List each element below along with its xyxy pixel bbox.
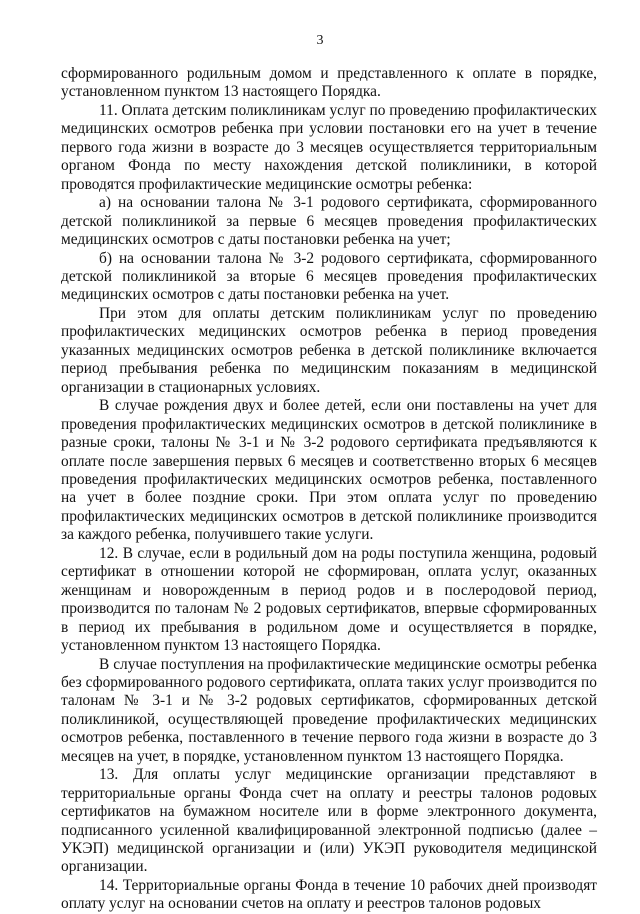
- paragraph-multiple-children: В случае рождения двух и более детей, если они поставлены на учет для проведения профилактических медицинских осмотров в детской поликлинике в разные сроки, талоны № 3-1 и № 3-2 родового сертификата предъявляются к оплате после завершения первых 6 месяцев и соответственно вторых 6 месяцев проведения профилактических медицинских осмотров ребенка, поставленного на учет в более поздние сроки. При этом оплата услуг по проведению профилактических медицинских осмотров в детской поликлинике производится за каждого ребенка, получившего такие услуги.: [61, 397, 597, 544]
- paragraph-continuation: сформированного родильным домом и представленного к оплате в порядке, установленном пунктом 13 настоящего Порядка.: [61, 65, 597, 101]
- paragraph-clause-11: 11. Оплата детским поликлиникам услуг по проведению профилактических медицинских осмотров ребенка при условии постановки его на учет в течение первого года жизни в возрасте до 3 месяцев осуществляется территориальным органом Фонда по месту нахождения детской поликлиники, в которой проводятся профилактические медицинские осмотры ребенка:: [61, 101, 597, 193]
- document-body: [61, 65, 597, 914]
- paragraph-clause-12: 12. В случае, если в родильный дом на роды поступила женщина, родовый сертификат в отношении которой не сформирован, оплата услуг, оказанных женщинам и новорожденным в период родов и в послеродовой период, производится по талонам № 2 родовых сертификатов, впервые сформированных в период их пребывания в родильном доме и осуществляется в порядке, установленном пунктом 13 настоящего Порядка.: [61, 544, 597, 655]
- paragraph-inpatient-period: При этом для оплаты детским поликлиникам услуг по проведению профилактических медицинских осмотров ребенка в период проведения указанных медицинских осмотров ребенка в детской поликлинике включается период пребывания ребенка по медицинским показаниям в медицинской организации в стационарных условиях.: [61, 304, 597, 396]
- paragraph-clause-13: 13. Для оплаты услуг медицинские организации представляют в территориальные органы Фонда счет на оплату и реестры талонов родовых сертификатов на бумажном носителе или в форме электронного документа, подписанного усиленной квалифицированной электронной подписью (далее – УКЭП) медицинской организации и (или) УКЭП руководителя медицинской организации.: [61, 766, 597, 876]
- paragraph-subclause-a: а) на основании талона № 3-1 родового сертификата, сформированного детской поликлиникой за первые 6 месяцев проведения профилактических медицинских осмотров с даты постановки ребенка на учет;: [61, 194, 597, 249]
- page-number: 3: [316, 33, 324, 48]
- paragraph-subclause-b: б) на основании талона № 3-2 родового сертификата, сформированного детской поликлиникой за вторые 6 месяцев проведения профилактических медицинских осмотров с даты постановки ребенка на учет.: [61, 249, 597, 304]
- paragraph-no-certificate: В случае поступления на профилактические медицинские осмотры ребенка без сформированного родового сертификата, оплата таких услуг производится по талонам № 3-1 и № 3-2 родовых сертификатов, сформированных детской поликлиникой, осуществляющей проведение профилактических медицинских осмотров ребенка, поставленного в течение первого года жизни в возрасте до 3 месяцев на учет, в порядке, установленном пунктом 13 настоящего Порядка.: [61, 655, 597, 765]
- paragraph-clause-14: 14. Территориальные органы Фонда в течение 10 рабочих дней производят оплату услуг на основании счетов на оплату и реестров талонов родовых: [61, 876, 597, 913]
